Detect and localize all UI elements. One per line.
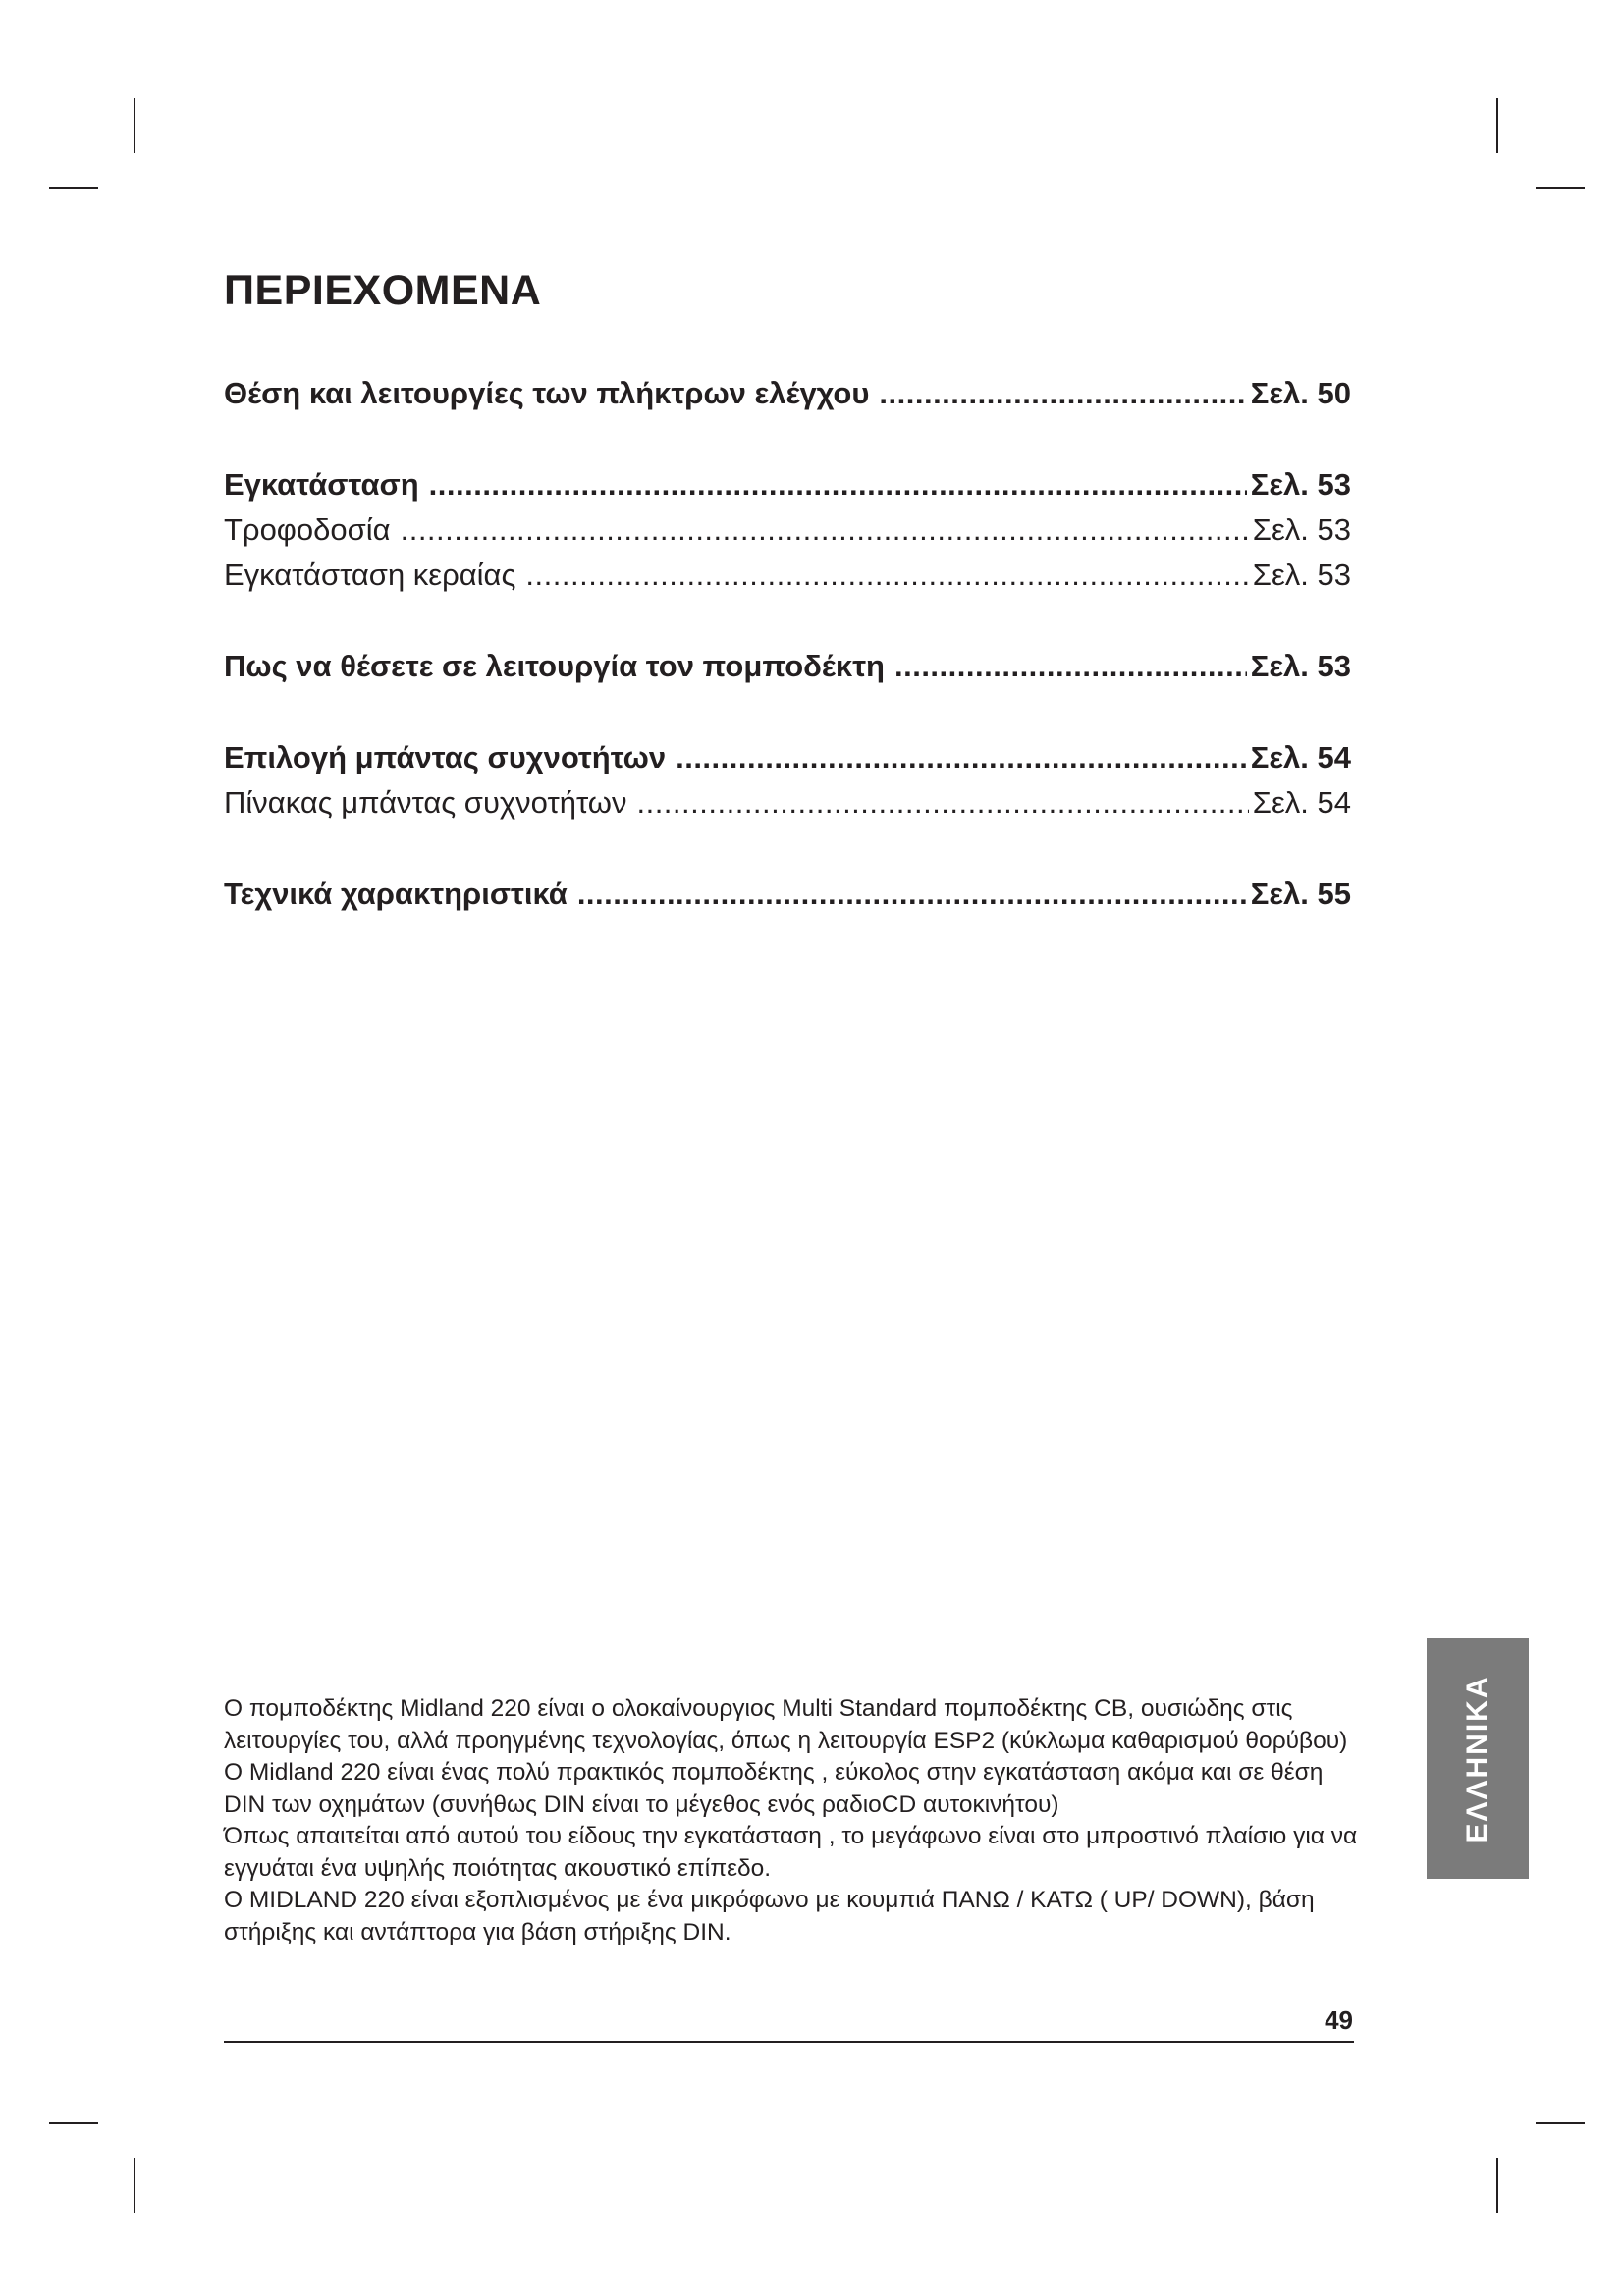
intro-paragraph: Ο Midland 220 είναι ένας πολύ πρακτικός πομποδέκτης , εύκολος στην εγκατάσταση ακόμα και σε θέση DIN των οχημάτων (συνήθως DIN είναι το μέγεθος ενός ραδιοCD αυτοκινήτου) (224, 1759, 1324, 1818)
toc-leader-dots (636, 780, 1248, 826)
language-tab-label: ΕΛΛΗΝΙΚΑ (1461, 1674, 1493, 1843)
toc-entry-band-table[interactable] (224, 780, 1351, 826)
toc-leader-dots (429, 462, 1247, 507)
toc-entry-label: Επιλογή μπάντας συχνοτήτων (224, 740, 667, 774)
toc-leader-dots (676, 735, 1247, 780)
toc-entry-page: Σελ. 53 (1250, 467, 1351, 502)
toc-leader-dots (401, 507, 1249, 553)
crop-mark-top-right-h (1536, 187, 1585, 189)
toc-entry-operation[interactable] (224, 644, 1351, 689)
toc-entry-page: Σελ. 53 (1252, 558, 1351, 592)
toc-entry-installation[interactable] (224, 462, 1351, 507)
intro-paragraph: Όπως απαιτείται από αυτού του είδους την εγκατάσταση , το μεγάφωνο είναι στο μπροστινό πλαίσιο για να εγγυάται ένα υψηλής ποιότητας ακουστικό επίπεδο. (224, 1823, 1358, 1882)
toc-entry-label: Εγκατάσταση (224, 467, 419, 502)
crop-mark-bottom-left-h (49, 2122, 98, 2124)
toc-leader-dots (577, 872, 1247, 917)
toc-entry-antenna[interactable] (224, 553, 1351, 598)
toc-entry-page: Σελ. 53 (1250, 649, 1351, 683)
crop-mark-top-right (1496, 98, 1498, 153)
intro-paragraph: Ο MIDLAND 220 είναι εξοπλισμένος με ένα μικρόφωνο με κουμπιά ΠΑΝΩ / ΚΑΤΩ ( UP/ DOWN), βάση στήριξης και αντάπτορα για βάση στήριξης DIN. (224, 1887, 1315, 1946)
crop-mark-bottom-left (134, 2158, 135, 2213)
footer-divider (224, 2041, 1354, 2043)
toc-entry-band-select[interactable] (224, 735, 1351, 780)
toc-entry-page: Σελ. 54 (1252, 785, 1351, 820)
toc-entry-page: Σελ. 50 (1250, 376, 1351, 410)
table-of-contents (224, 371, 1351, 917)
language-tab (1427, 1638, 1529, 1879)
page-number: 49 (1325, 2005, 1353, 2035)
toc-entry-page: Σελ. 54 (1250, 740, 1351, 774)
toc-entry-label: Πίνακας μπάντας συχνοτήτων (224, 785, 627, 820)
toc-leader-dots (525, 553, 1248, 598)
crop-mark-bottom-right (1496, 2158, 1498, 2213)
crop-mark-top-left-h (49, 187, 98, 189)
toc-entry-label: Πως να θέσετε σε λειτουργία τον πομποδέκτη (224, 649, 885, 683)
toc-entry-power[interactable] (224, 507, 1351, 553)
toc-entry-label: Θέση και λειτουργίες των πλήκτρων ελέγχου (224, 376, 870, 410)
crop-mark-top-left (134, 98, 135, 153)
toc-entry-page: Σελ. 53 (1252, 512, 1351, 547)
toc-entry-page: Σελ. 55 (1250, 877, 1351, 911)
toc-entry-specs[interactable] (224, 872, 1351, 917)
toc-entry-label: Εγκατάσταση κεραίας (224, 558, 516, 592)
crop-mark-bottom-right-h (1536, 2122, 1585, 2124)
intro-paragraph: Ο πομποδέκτης Midland 220 είναι ο ολοκαίνουργιος Multi Standard πομποδέκτης CB, ουσιώδης στις λειτουργίες του, αλλά προηγμένης τεχνολογίας, όπως η λειτουργία ESP2 (κύκλωμα καθαρισμού θορύβου) (224, 1695, 1348, 1754)
toc-entry-label: Τροφοδοσία (224, 512, 391, 547)
toc-leader-dots (879, 371, 1246, 416)
page-title: ΠΕΡΙΕΧΟΜΕΝΑ (224, 267, 542, 314)
toc-entry-label: Τεχνικά χαρακτηριστικά (224, 877, 568, 911)
toc-entry-controls[interactable] (224, 371, 1351, 416)
toc-leader-dots (894, 644, 1247, 689)
intro-text (224, 1693, 1363, 1949)
